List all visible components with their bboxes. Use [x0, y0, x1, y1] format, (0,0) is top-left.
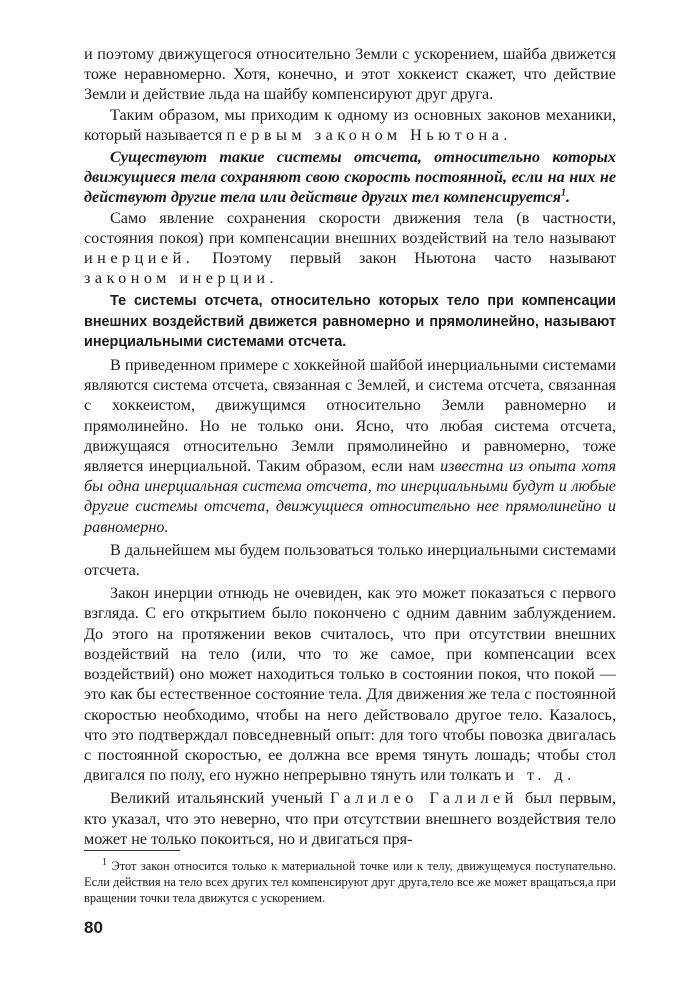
paragraph-continuation: и поэтому движущегося относительно Земли с ускорением, шайба движется тоже неравномерно. Хотя, конечно, и этот хоккеист скажет, что действие Земли и действие льда на шайбу компенсируют друг друга. — [84, 45, 616, 104]
spaced-term-inertia: инерцией. — [84, 249, 195, 268]
footnote-text-block — [84, 858, 616, 906]
paragraph-history — [84, 583, 616, 785]
paragraph-hockey-example — [84, 355, 616, 537]
paragraph-galileo — [84, 788, 616, 849]
paragraph-text: был первым, кто указал, что это неверно, что при отсутствии внешнего воздействия тело может не только покоиться, но и двигаться пря- — [84, 789, 616, 848]
paragraph-inertia — [84, 208, 616, 289]
italic-emphasis: известна из опыта хотя бы одна инерциальная система отсчета, то инерциальными будут и любые другие системы отсчета, движущиеся относительно нее прямолинейно и равномерно. — [84, 457, 616, 536]
law-end: . — [566, 188, 571, 207]
spaced-term-law-of-inertia: законом инерции. — [84, 269, 279, 288]
paragraph-text: Великий итальянский ученый — [110, 789, 323, 808]
footnote — [84, 858, 616, 906]
law-text: Существуют такие системы отсчета, относительно которых движущиеся тела сохраняют свою скорость постоянной, если на них не действуют другие тела или действие других тел компенсируется — [84, 148, 616, 207]
footnote-text: Этот закон относится только к материальной точке или к телу, движущемуся поступательно. Если действия на тело всех других тел компенсируют друг друга,тело все же может вращаться,а при вращении точки тела движутся с ускорением. — [84, 859, 616, 905]
footnote-mark: 1 — [102, 856, 107, 868]
paragraph-first-law-intro — [84, 105, 616, 145]
paragraph-text: Само явление сохранения скорости движения тела (в частности, состояния покоя) при компенсации внешних воздействий на тело называют — [84, 208, 616, 247]
paragraph-inertial-only: В дальнейшем мы будем пользоваться только инерциальными системами отсчета. — [84, 540, 616, 580]
spaced-law-name: первым законом Ньютона. — [226, 125, 512, 144]
paragraph-text: Закон инерции отнюдь не очевиден, как это может показаться с первого взгляда. С его открытием было покончено с одним давним заблуждением. До этого на протяжении веков считалось, что при отсутствии внешних воздействий на тело (или, что то же самое, при компенсации всех воздействий) оно может находиться только в состоянии покоя, что покой — это как бы естественное состояние тела. Для движения же тела с постоянной скоростью необходимо, чтобы на него действовало другое тело. Казалось, что это подтверждал повседневный опыт: для того чтобы повозка двигалась с постоянной скоростью, ее должна все время тянуть лошадь; чтобы стол двигался по полу, его нужно непрерывно тянуть или толкать — [84, 584, 616, 785]
page-body — [84, 44, 616, 849]
spaced-name-galileo: Галилео Галилей — [329, 789, 518, 808]
page-number: 80 — [84, 918, 103, 937]
first-law-statement — [84, 147, 616, 208]
paragraph-text: Таким образом, мы приходим к одному из основных законов механики, который называется — [84, 105, 616, 144]
footnote-divider — [84, 850, 180, 851]
spaced-etc: и т. д. — [505, 766, 576, 785]
footnote-reference: 1 — [561, 188, 566, 200]
inertial-frames-definition: Те системы отсчета, относительно которых тело при компенсации внешних воздействий движется равномерно и прямолинейно, называют инерциальными системами отсчета. — [84, 293, 616, 350]
paragraph-text: Поэтому первый закон Ньютона часто называют — [212, 249, 616, 268]
paragraph-text: В приведенном примере с хоккейной шайбой инерциальными системами являются система отсчета, связанная с Землей, и система отсчета, связанная с хоккеистом, движущимся относительно Земли равномерно и прямолинейно. Но не только они. Ясно, что любая система отсчета, движущаяся относительно Земли прямолинейно и равномерно, тоже является инерциальной. Таким образом, если нам — [84, 356, 616, 476]
